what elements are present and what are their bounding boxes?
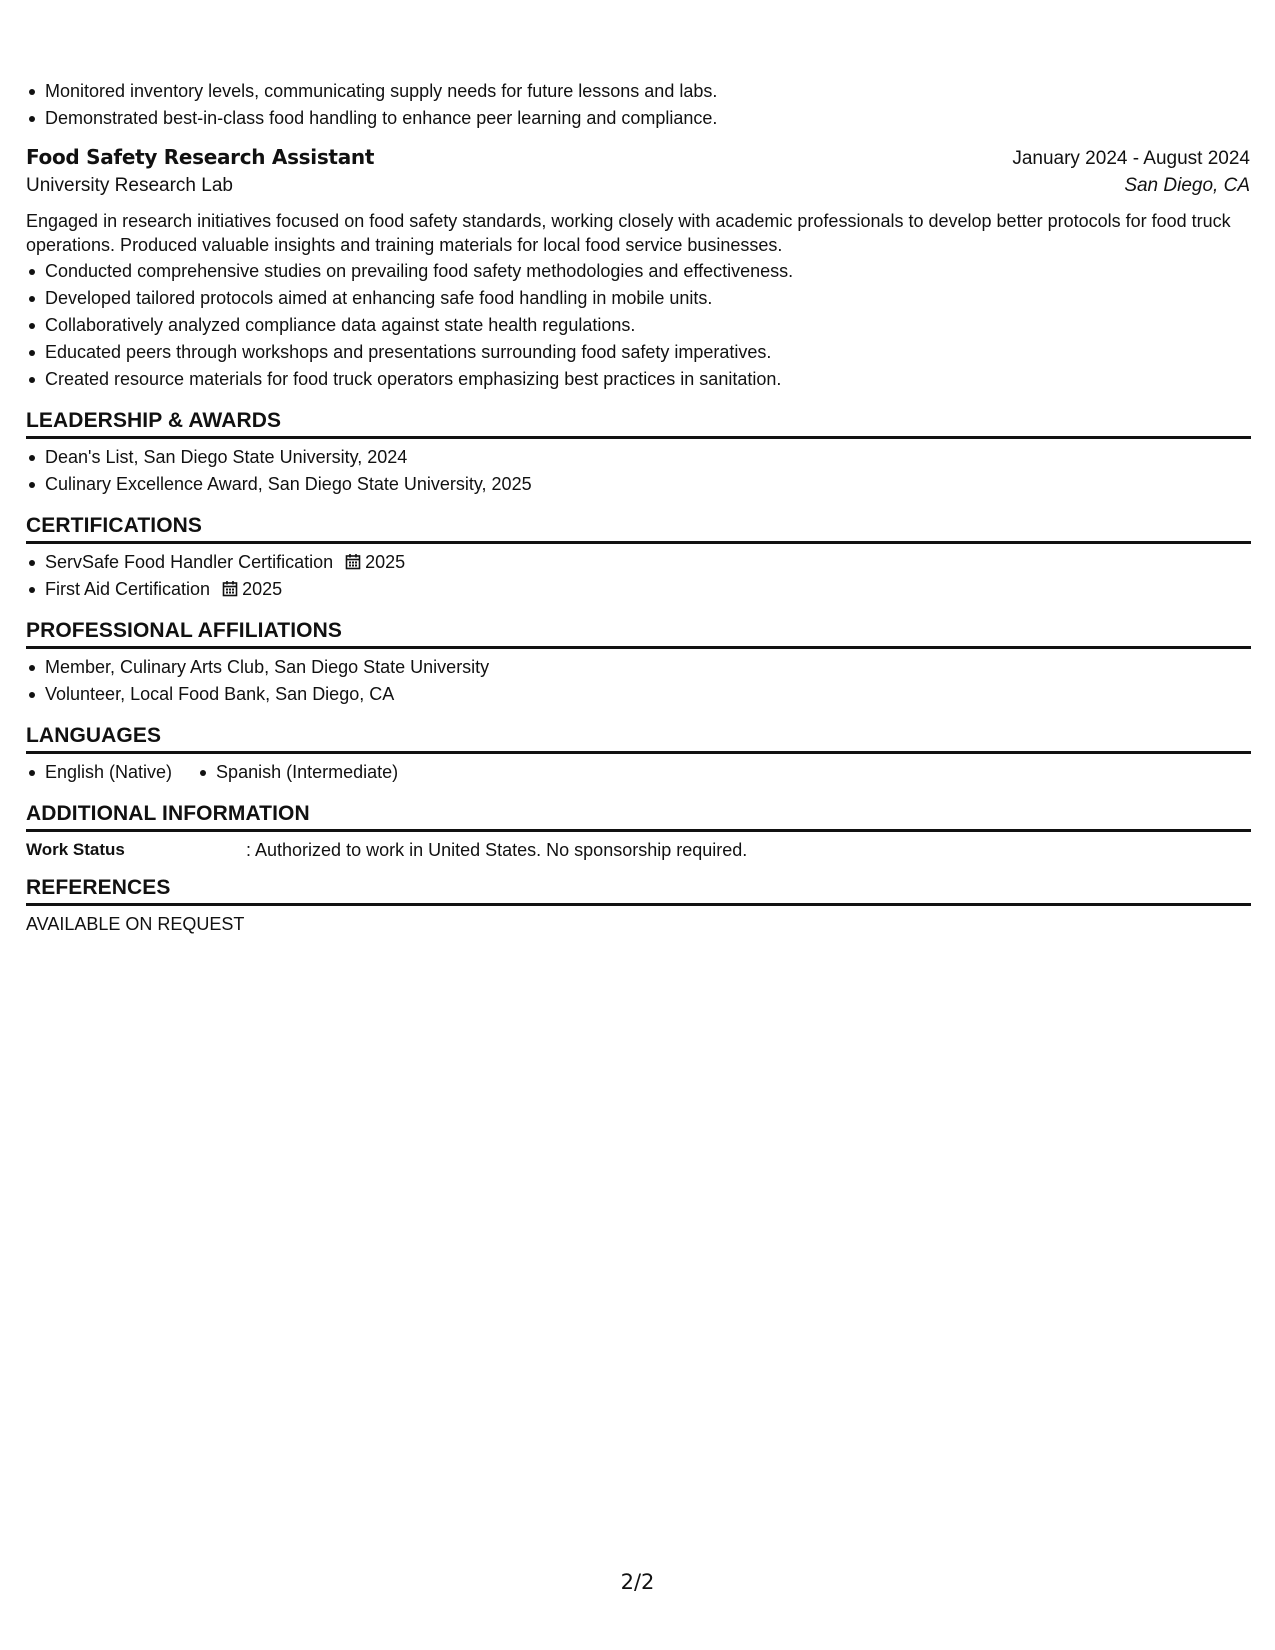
certification-item — [45, 576, 1250, 603]
section-divider — [26, 903, 1251, 906]
list-item: Volunteer, Local Food Bank, San Diego, CA — [45, 681, 1250, 708]
list-item: Dean's List, San Diego State University, 2024 — [45, 444, 1250, 471]
section-divider — [26, 829, 1251, 832]
certification-year: 2025 — [242, 579, 283, 599]
job-title: Food Safety Research Assistant — [26, 145, 375, 169]
certification-item — [45, 549, 1250, 576]
list-item: Member, Culinary Arts Club, San Diego State University — [45, 654, 1250, 681]
list-item: Developed tailored protocols aimed at enhancing safe food handling in mobile units. — [45, 285, 1250, 312]
affiliations-section — [26, 616, 1250, 708]
list-item: Spanish (Intermediate) — [216, 759, 398, 786]
job-organization: University Research Lab — [26, 175, 233, 196]
leadership-list — [26, 444, 1250, 498]
certification-name: First Aid Certification — [45, 579, 211, 599]
certification-year: 2025 — [365, 552, 406, 572]
list-item: Demonstrated best-in-class food handling to enhance peer learning and compliance. — [45, 105, 1250, 132]
previous-job-bullets — [26, 78, 1250, 132]
section-title: PROFESSIONAL AFFILIATIONS — [26, 619, 342, 642]
section-title: CERTIFICATIONS — [26, 514, 203, 537]
work-status-value: : Authorized to work in United States. No sponsorship required. — [246, 840, 748, 860]
certification-name: ServSafe Food Handler Certification — [45, 552, 334, 572]
job-location: San Diego, CA — [1124, 175, 1250, 196]
certifications-section — [26, 511, 1250, 603]
references-text: AVAILABLE ON REQUEST — [26, 914, 245, 934]
job-header — [26, 145, 1250, 175]
references-section — [26, 873, 1250, 937]
list-item: Educated peers through workshops and presentations surrounding food safety imperatives. — [45, 339, 1250, 366]
list-item: Monitored inventory levels, communicating supply needs for future lessons and labs. — [45, 78, 1250, 105]
job-bullets — [26, 258, 1250, 393]
languages-list — [26, 759, 1250, 786]
section-divider — [26, 541, 1251, 544]
page-number: 2/2 — [620, 1570, 655, 1594]
list-item: English (Native) — [45, 759, 172, 786]
list-item: Collaboratively analyzed compliance data against state health regulations. — [45, 312, 1250, 339]
section-divider — [26, 751, 1251, 754]
list-item: Created resource materials for food truck operators emphasizing best practices in sanitation. — [45, 366, 1250, 393]
job-subheader — [26, 175, 1250, 209]
certifications-list — [26, 549, 1250, 603]
calendar-icon — [345, 553, 361, 570]
job-description: Engaged in research initiatives focused on food safety standards, working closely with academic professionals to develop better protocols for food truck operations. Produced valuable insights and training materials for local food service businesses. — [26, 211, 1231, 255]
section-title: ADDITIONAL INFORMATION — [26, 802, 310, 825]
leadership-section — [26, 406, 1250, 498]
section-title: LEADERSHIP & AWARDS — [26, 409, 282, 432]
affiliations-list — [26, 654, 1250, 708]
work-status-row — [26, 837, 1250, 865]
list-item: Culinary Excellence Award, San Diego State University, 2025 — [45, 471, 1250, 498]
section-divider — [26, 436, 1251, 439]
work-status-label: Work Status — [26, 840, 125, 859]
section-title: REFERENCES — [26, 876, 171, 899]
calendar-icon — [222, 580, 238, 597]
section-divider — [26, 646, 1251, 649]
resume-page — [26, 78, 1250, 937]
languages-section — [26, 721, 1250, 786]
job-dates: January 2024 - August 2024 — [1012, 148, 1250, 169]
section-title: LANGUAGES — [26, 724, 162, 747]
list-item: Conducted comprehensive studies on prevailing food safety methodologies and effectiveness. — [45, 258, 1250, 285]
additional-info-section — [26, 799, 1250, 865]
